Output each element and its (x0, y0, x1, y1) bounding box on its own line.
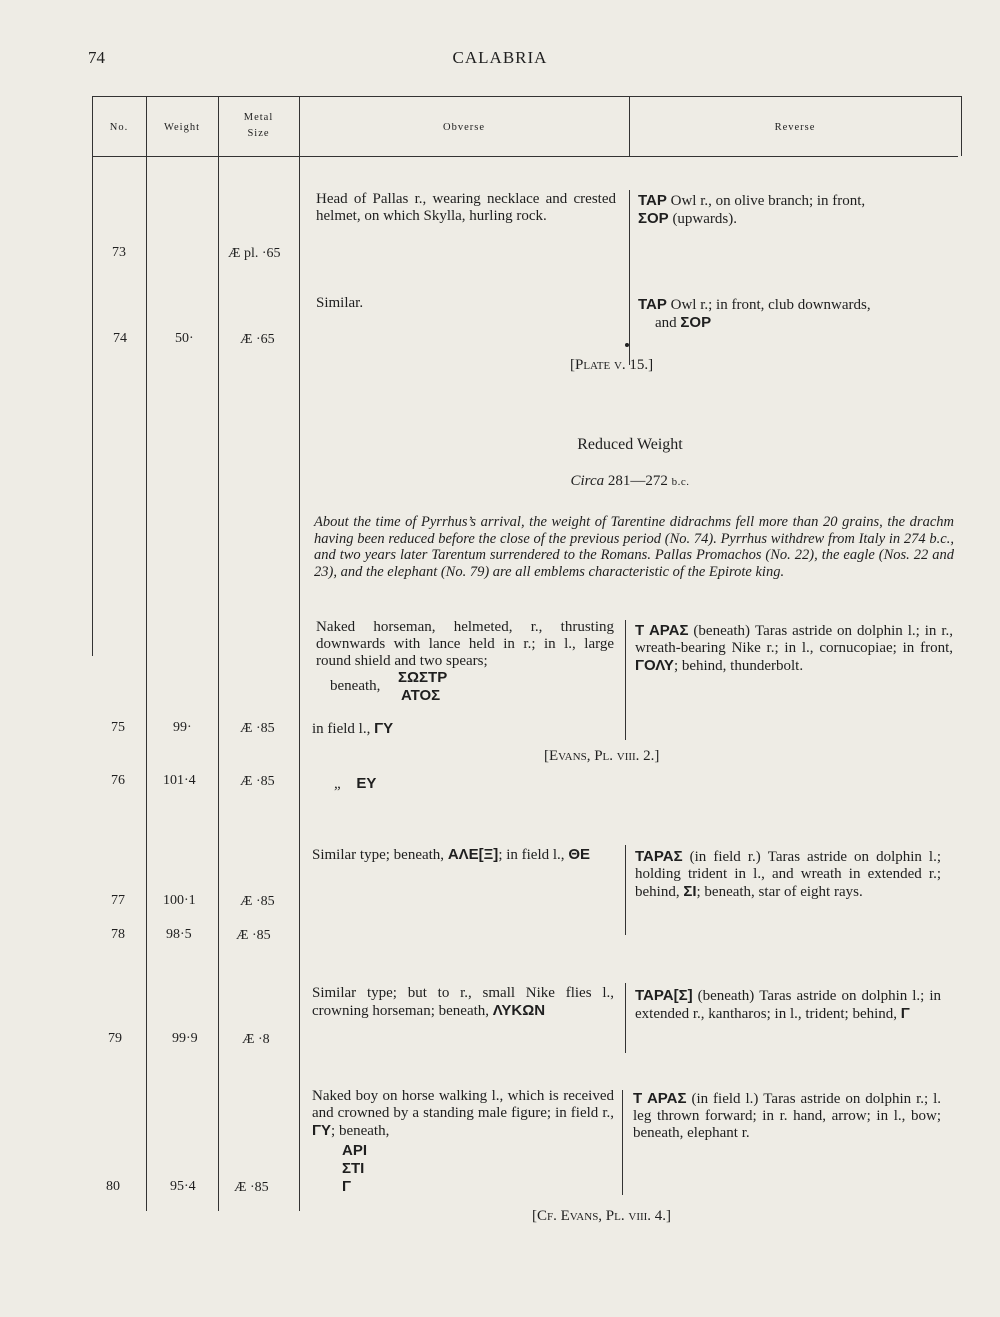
entry-73-reverse-legend-2: ΣΟΡ (638, 210, 669, 227)
entry-80-legend-line-2: ΣΤΙ (342, 1160, 365, 1177)
rule-75-76 (625, 620, 626, 740)
table-top-rule (92, 96, 962, 97)
section-date-range: 281—272 (607, 473, 668, 489)
entry-75-reverse-text: (beneath) Taras astride on dolphin l.; in r., wreath-bearing Nike r.; in l., cornucopiae; in front, (635, 623, 953, 656)
entry-80-legend-line-1: ΑΡΙ (342, 1142, 368, 1159)
section-date-bc: b.c. (671, 476, 690, 488)
entry-75-weight: 99· (173, 720, 192, 735)
entry-75-reverse (635, 622, 953, 675)
section-date (500, 473, 760, 490)
entry-73-reverse-legend: ΤΑΡ (638, 192, 667, 209)
entry-77-obverse-legend: ΑΛΕ[Ξ] (447, 846, 499, 863)
entry-79-obverse-text: Similar type; but to r., small Nike flies l., crowning horseman; beneath, (312, 985, 614, 1019)
col-header-reverse: Reverse (774, 122, 816, 133)
entry-77-number: 77 (111, 893, 125, 908)
entry-75-obverse: Naked horseman, helmeted, r., thrusting downwards with lance held in r.; in l., large round shield and two spears; (316, 619, 614, 669)
entry-75-number: 75 (111, 720, 125, 735)
entry-80-reverse-text: (in field l.) Taras astride on dolphin r.; l. leg thrown forward; in r. hand, arrow; in l., bow; beneath, elephant r. (633, 1091, 941, 1141)
entry-76-field-legend: ΕΥ (356, 775, 377, 792)
entry-74-reverse-text-2: and (655, 315, 677, 331)
rule-80 (622, 1090, 623, 1195)
entry-74-reverse-legend: ΤΑΡ (638, 296, 667, 313)
col-rule-weight (218, 96, 219, 1211)
header-bottom-rule (92, 156, 958, 157)
entry-77-reverse-text: (in field r.) Taras astride on dolphin l.; holding trident in l., and wreath in extended r.; behind, (635, 849, 942, 900)
entry-73-obverse: Head of Pallas r., wearing necklace and crested helmet, on which Skylla, hurling rock. (316, 191, 616, 224)
col-rule-metal (299, 96, 300, 1211)
entry-74-reverse-line1 (638, 296, 958, 314)
entry-77-reverse (635, 848, 941, 901)
entry-75-obverse-beneath: beneath, (330, 678, 381, 694)
entry-75-metal-size: Æ ·85 (240, 721, 275, 736)
entry-80-plate-ref: [Cf. Evans, Pl. viii. 4.] (532, 1208, 672, 1224)
entry-76-weight: 101·4 (163, 773, 196, 788)
entry-75-76-plate-ref: [Evans, Pl. viii. 2.] (544, 748, 660, 764)
col-header-weight: Weight (163, 122, 201, 133)
entry-79-number: 79 (108, 1031, 122, 1046)
entry-73-reverse-line2 (638, 210, 958, 228)
entry-78-weight: 98·5 (166, 927, 192, 942)
entry-78-metal-size: Æ ·85 (236, 928, 271, 943)
entry-80-legend-line-3: Γ (342, 1178, 352, 1195)
entry-77-reverse-legend-2: ΣΙ (683, 883, 697, 900)
rule-77-78 (625, 845, 626, 935)
entry-76-ditto: „ (334, 776, 341, 792)
entry-80-metal-size: Æ ·85 (234, 1180, 269, 1195)
entry-79-reverse-text: (beneath) Taras astride on dolphin l.; in extended r., kantharos; in l., trident; behind, (635, 988, 942, 1022)
entry-77-reverse-text-2: ; beneath, star of eight rays. (696, 884, 863, 900)
entry-77-obverse-text-2: ; in field l., (498, 847, 565, 863)
entry-74-reverse-line2 (655, 314, 711, 332)
ink-dot (625, 343, 629, 347)
entry-76-number: 76 (111, 773, 125, 788)
entry-77-reverse-legend: ΤΑΡΑΣ (635, 848, 683, 865)
entry-79-reverse (635, 987, 941, 1023)
entry-75-field-legend: ΓΥ (374, 720, 394, 737)
entry-75-field (312, 720, 393, 738)
col-header-metal: Metal (243, 112, 274, 123)
entry-80-reverse-legend: Τ ΑΡΑΣ (633, 1090, 687, 1107)
col-rule-no (146, 96, 147, 1211)
entry-73-reverse-line1 (638, 192, 958, 210)
entry-80-reverse (633, 1090, 941, 1142)
entry-74-metal-size: Æ ·65 (240, 332, 275, 347)
entry-76-field (334, 775, 376, 793)
entry-75-legend-beneath-1: ΣΩΣΤΡ (398, 669, 448, 686)
entry-77-weight: 100·1 (163, 893, 196, 908)
entry-74-number: 74 (113, 331, 127, 346)
entry-77-obverse (312, 846, 614, 864)
entry-80-obverse-legend: ΓΥ (312, 1122, 332, 1139)
entry-75-reverse-legend-2: ΓΟΛΥ (635, 657, 674, 674)
entry-74-reverse-legend-2: ΣΟΡ (680, 314, 712, 331)
entry-77-metal-size: Æ ·85 (240, 894, 275, 909)
entry-73-reverse-text: Owl r., on olive branch; in front, (670, 193, 866, 209)
rule-73-74 (629, 190, 630, 365)
page-number: 74 (88, 48, 105, 67)
entry-74-reverse-text: Owl r.; in front, club downwards, (670, 297, 871, 313)
table-right-rule (961, 96, 962, 156)
entry-75-legend-beneath-2: ΑΤΟΣ (401, 687, 441, 704)
col-header-size: Size (247, 128, 270, 139)
entry-74-plate-ref: [Plate v. 15.] (570, 357, 654, 373)
entry-76-metal-size: Æ ·85 (240, 774, 275, 789)
entry-79-reverse-legend: ΤΑΡΑ[Σ] (635, 987, 693, 1004)
entry-75-field-text: in field l., (312, 721, 371, 737)
entry-73-number: 73 (112, 245, 126, 260)
entry-78-number: 78 (111, 927, 125, 942)
entry-75-reverse-legend: Τ ΑΡΑΣ (635, 622, 689, 639)
entry-80-obverse (312, 1088, 614, 1140)
entry-79-weight: 99·9 (172, 1031, 198, 1046)
entry-80-weight: 95·4 (170, 1179, 196, 1194)
col-header-obverse: Obverse (443, 122, 485, 133)
table-left-rule (92, 96, 93, 656)
entry-75-reverse-text-2: ; behind, thunderbolt. (673, 658, 804, 674)
section-date-circa: Circa (570, 473, 605, 489)
entry-73-metal-size: Æ pl. ·65 (228, 246, 281, 261)
col-header-no: No. (109, 122, 129, 133)
entry-77-obverse-legend-2: ΘΕ (568, 846, 590, 863)
entry-80-obverse-text: Naked boy on horse walking l., which is received and crowned by a standing male figure; in field r., (312, 1088, 614, 1121)
page-title: CALABRIA (452, 48, 548, 67)
entry-80-number: 80 (106, 1179, 120, 1194)
section-paragraph: About the time of Pyrrhus’s arrival, the weight of Tarentine didrachms fell more than 20 grains, the drachm having been reduced before the close of the previous period (No. 74). Pyrrhus withdrew from Italy in 274 b.c., and two years later Tarentum surrendered to the Romans. Pallas Promachos (No. 22), the eagle (Nos. 22 and 23), and the elephant (No. 79) are all emblems characteristic of the Epirote king. (314, 514, 954, 580)
entry-79-reverse-legend-2: Γ (900, 1005, 910, 1022)
entry-80-obverse-text-2: ; beneath, (331, 1123, 390, 1139)
section-title: Reduced Weight (577, 436, 683, 453)
rule-79 (625, 983, 626, 1053)
entry-74-weight: 50· (175, 331, 194, 346)
entry-79-metal-size: Æ ·8 (242, 1032, 270, 1047)
entry-79-obverse (312, 985, 614, 1020)
entry-74-obverse: Similar. (316, 295, 364, 311)
entry-77-obverse-text: Similar type; beneath, (312, 847, 445, 863)
entry-79-obverse-legend: ΛΥΚΩΝ (492, 1002, 546, 1019)
entry-73-reverse-text-2: (upwards). (672, 211, 738, 227)
